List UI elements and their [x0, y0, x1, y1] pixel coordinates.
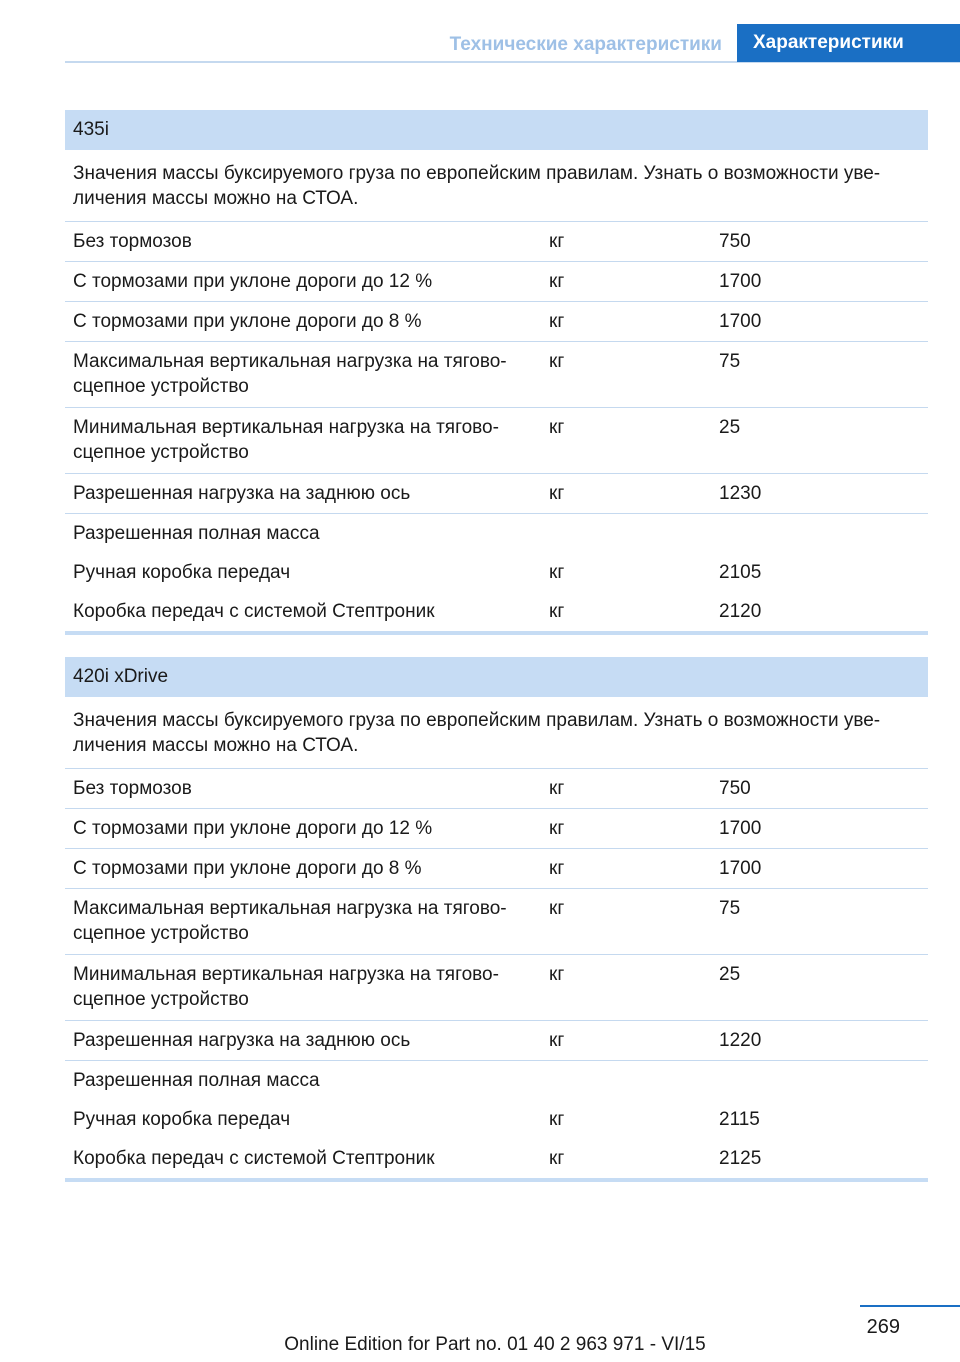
- table-row: [65, 769, 928, 809]
- table-row: [65, 408, 928, 474]
- table-row: [65, 1061, 928, 1100]
- table-row: [65, 474, 928, 514]
- row-value: 750: [719, 778, 751, 799]
- table-title: 420i xDrive: [65, 657, 928, 697]
- table-row: [65, 955, 928, 1021]
- row-label: Максимальная вертикальная нагрузка на тягово-сцепное устройство: [73, 898, 507, 944]
- row-value: 1220: [719, 1030, 762, 1051]
- table-row: [65, 222, 928, 262]
- table-end-rule: [65, 631, 928, 635]
- table-row: [65, 553, 928, 592]
- row-label: Разрешенная полная масса: [73, 523, 320, 544]
- row-unit: кг: [549, 271, 565, 292]
- table-row: [65, 592, 928, 631]
- row-label: С тормозами при уклоне дороги до 12 %: [73, 818, 433, 839]
- row-value: 1700: [719, 311, 762, 332]
- row-value: 1230: [719, 483, 762, 504]
- row-value: 1700: [719, 271, 762, 292]
- table-row: [65, 262, 928, 302]
- row-unit: кг: [549, 964, 565, 985]
- row-unit: кг: [549, 351, 565, 372]
- row-value: 25: [719, 417, 741, 438]
- row-unit: кг: [549, 898, 565, 919]
- row-value: 1700: [719, 818, 762, 839]
- table-row: [65, 1139, 928, 1178]
- row-value: 2120: [719, 601, 762, 622]
- row-label: Ручная коробка передач: [73, 562, 291, 583]
- row-value: 75: [719, 898, 741, 919]
- table-row: [65, 302, 928, 342]
- row-label: С тормозами при уклоне дороги до 8 %: [73, 858, 422, 879]
- row-label: Без тормозов: [73, 778, 192, 799]
- row-unit: кг: [549, 778, 565, 799]
- row-label: Без тормозов: [73, 231, 192, 252]
- row-label: Коробка передач с системой Стептроник: [73, 601, 435, 622]
- table-row: [65, 1021, 928, 1061]
- row-label: Разрешенная нагрузка на заднюю ось: [73, 483, 411, 504]
- row-value: 2105: [719, 562, 762, 583]
- table-row: [65, 342, 928, 408]
- row-label: Минимальная вертикальная нагрузка на тягово-сцепное устройство: [73, 417, 499, 463]
- row-unit: [541, 1061, 711, 1100]
- row-unit: кг: [549, 417, 565, 438]
- row-value: [711, 514, 928, 553]
- row-unit: кг: [549, 1109, 565, 1130]
- row-unit: кг: [549, 311, 565, 332]
- row-unit: кг: [549, 858, 565, 879]
- row-label: Максимальная вертикальная нагрузка на тягово-сцепное устройство: [73, 351, 507, 397]
- row-label: С тормозами при уклоне дороги до 12 %: [73, 271, 433, 292]
- table-row: [65, 809, 928, 849]
- row-label: С тормозами при уклоне дороги до 8 %: [73, 311, 422, 332]
- row-unit: кг: [549, 1030, 565, 1051]
- table-end-rule: [65, 1178, 928, 1182]
- row-value: 25: [719, 964, 741, 985]
- row-label: Разрешенная полная масса: [73, 1070, 320, 1091]
- table-title: 435i: [65, 110, 928, 150]
- row-value: 750: [719, 231, 751, 252]
- row-value: [711, 1061, 928, 1100]
- row-value: 2125: [719, 1148, 762, 1169]
- row-unit: кг: [549, 562, 565, 583]
- header-chapter-title[interactable]: Характеристики: [737, 24, 960, 62]
- row-unit: кг: [549, 231, 565, 252]
- table-row: [65, 889, 928, 955]
- page-number: 269: [866, 1316, 900, 1338]
- row-value: 1700: [719, 858, 762, 879]
- table-row: [65, 1100, 928, 1139]
- page-number-rule: [860, 1305, 960, 1307]
- row-label: Коробка передач с системой Стептроник: [73, 1148, 435, 1169]
- row-label: Ручная коробка передач: [73, 1109, 291, 1130]
- spec-table-420i-xdrive: [65, 657, 928, 1182]
- row-unit: кг: [549, 601, 565, 622]
- footer-edition: Online Edition for Part no. 01 40 2 963 971 - VI/15: [284, 1334, 706, 1355]
- table-note: Значения массы буксируемого груза по европейским правилам. Узнать о возможности уве-личения массы можно на СТОА.: [65, 697, 928, 769]
- table-row: [65, 514, 928, 553]
- row-value: 75: [719, 351, 741, 372]
- row-unit: кг: [549, 818, 565, 839]
- spec-table-435i: [65, 110, 928, 635]
- row-value: 2115: [719, 1109, 760, 1130]
- row-label: Разрешенная нагрузка на заднюю ось: [73, 1030, 411, 1051]
- row-unit: кг: [549, 483, 565, 504]
- table-row: [65, 849, 928, 889]
- row-label: Минимальная вертикальная нагрузка на тягово-сцепное устройство: [73, 964, 499, 1010]
- row-unit: [541, 514, 711, 553]
- table-note: Значения массы буксируемого груза по европейским правилам. Узнать о возможности уве-личения массы можно на СТОА.: [65, 150, 928, 222]
- row-unit: кг: [549, 1148, 565, 1169]
- header-section-title[interactable]: Технические характеристики: [449, 34, 722, 55]
